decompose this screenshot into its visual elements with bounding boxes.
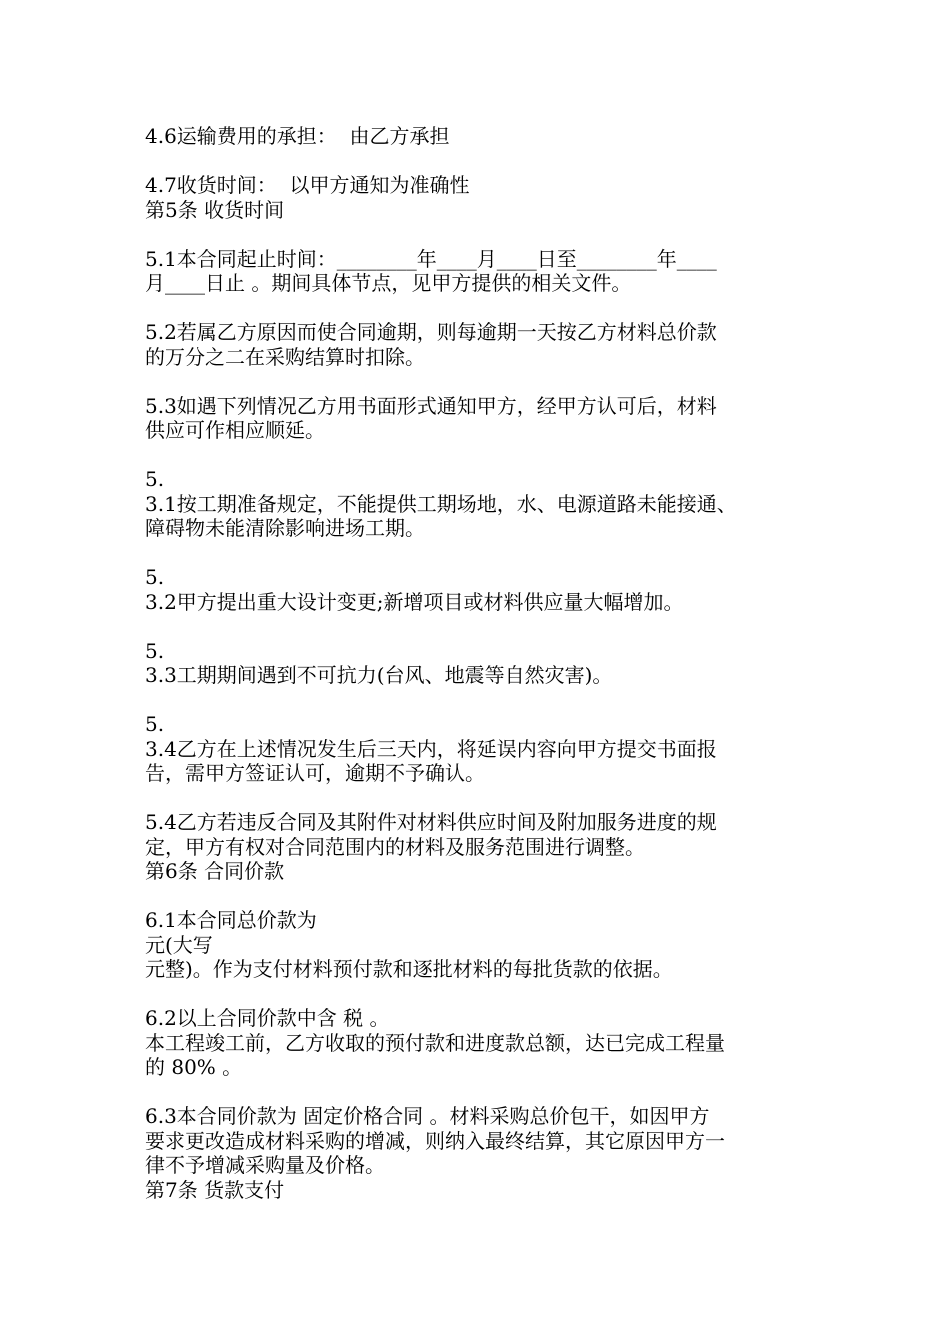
- document-line: 5.: [145, 712, 165, 736]
- document-line: 4.6运输费用的承担： 由乙方承担: [145, 124, 450, 148]
- paragraph-gap: [145, 443, 825, 468]
- document-line: 月____日止 。期间具体节点，见甲方提供的相关文件。: [145, 271, 632, 295]
- document-line: 供应可作相应顺延。: [145, 418, 325, 442]
- document-line: 元(大写: [145, 932, 213, 957]
- document-line: 6.3本合同价款为 固定价格合同 。材料采购总价包干，如因甲方: [145, 1104, 710, 1128]
- document-line: 5.: [145, 565, 165, 589]
- document-line: 第5条 收货时间: [145, 197, 285, 222]
- document-line: 的万分之二在采购结算时扣除。: [145, 344, 425, 369]
- paragraph-gap: [145, 296, 825, 321]
- paragraph-gap: [145, 369, 825, 394]
- document-line: 3.4乙方在上述情况发生后三天内，将延误内容向甲方提交书面报: [145, 736, 717, 761]
- document-line: 第7条 货款支付: [145, 1177, 285, 1202]
- document-line: 要求更改造成材料采购的增减，则纳入最终结算，其它原因甲方一: [145, 1128, 725, 1153]
- document-line: 3.1按工期准备规定，不能提供工期场地，水、电源道路未能接通、: [145, 491, 737, 516]
- paragraph-gap: [145, 688, 825, 713]
- paragraph-gap: [145, 982, 825, 1007]
- paragraph-gap: [145, 541, 825, 566]
- paragraph-gap: [145, 222, 825, 247]
- paragraph-gap: [145, 1080, 825, 1105]
- document-line: 障碍物未能清除影响进场工期。: [145, 516, 425, 540]
- document-line: 3.2甲方提出重大设计变更;新增项目或材料供应量大幅增加。: [145, 589, 684, 614]
- document-line: 告，需甲方签证认可，逾期不予确认。: [145, 761, 485, 785]
- document-line: 3.3工期期间遇到不可抗力(台风、地震等自然灾害)。: [145, 663, 613, 687]
- paragraph-gap: [145, 614, 825, 639]
- document-line: 6.2以上合同价款中含 税 。: [145, 1006, 390, 1030]
- document-line: 5.: [145, 638, 165, 663]
- document-line: 第6条 合同价款: [145, 859, 285, 883]
- document-line: 定，甲方有权对合同范围内的材料及服务范围进行调整。: [145, 834, 645, 859]
- paragraph-gap: [145, 149, 825, 174]
- document-body: [145, 124, 825, 1202]
- document-line: 5.1本合同起止时间：________年____月____日至________年____: [145, 246, 717, 271]
- document-line: 5.: [145, 467, 165, 491]
- paragraph-gap: [145, 884, 825, 909]
- document-line: 律不予增减采购量及价格。: [145, 1153, 385, 1177]
- document-line: 5.2若属乙方原因而使合同逾期，则每逾期一天按乙方材料总价款: [145, 320, 717, 344]
- paragraph-gap: [145, 786, 825, 811]
- document-line: 本工程竣工前，乙方收取的预付款和进度款总额，达已完成工程量: [145, 1030, 725, 1055]
- document-line: 4.7收货时间： 以甲方通知为准确性: [145, 173, 470, 197]
- document-line: 元整)。作为支付材料预付款和逐批材料的每批货款的依据。: [145, 957, 673, 981]
- document-line: 的 80% 。: [145, 1055, 243, 1079]
- document-line: 5.4乙方若违反合同及其附件对材料供应时间及附加服务进度的规: [145, 810, 717, 834]
- document-line: 5.3如遇下列情况乙方用书面形式通知甲方，经甲方认可后，材料: [145, 393, 717, 418]
- document-line: 6.1本合同总价款为: [145, 908, 317, 932]
